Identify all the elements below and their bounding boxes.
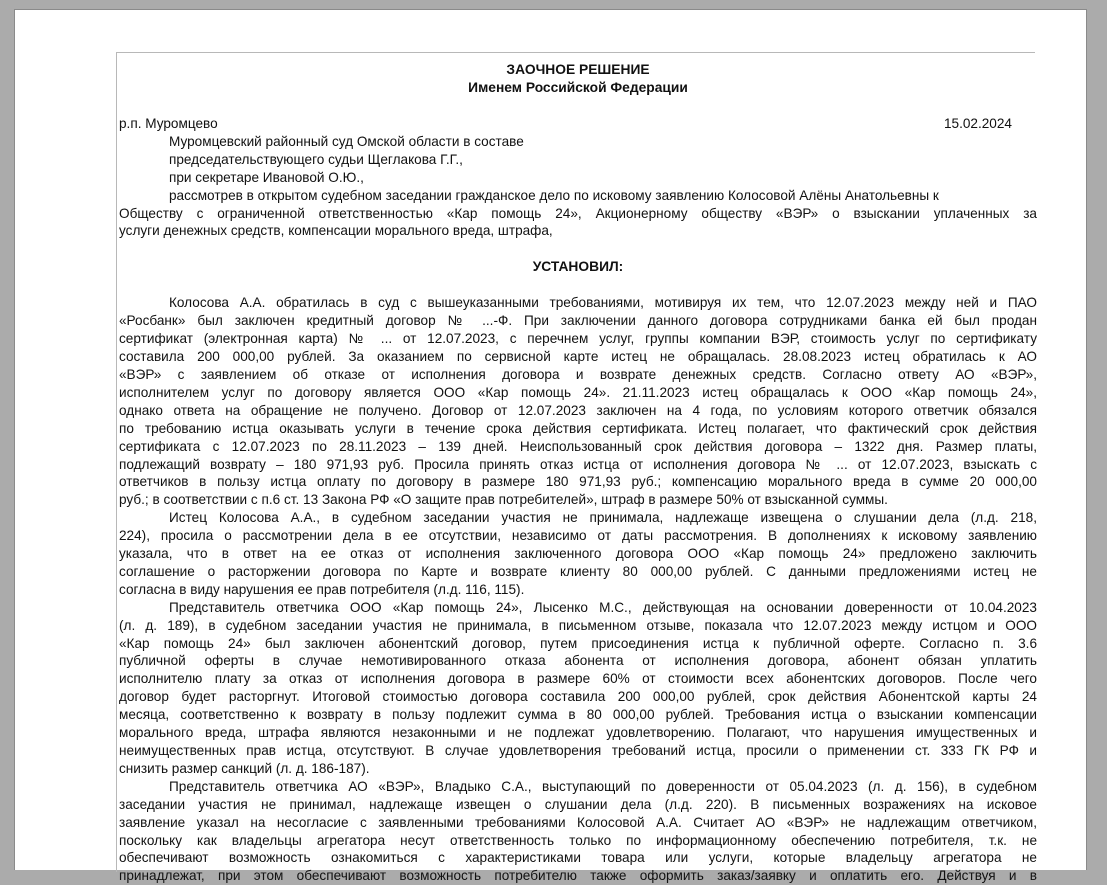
text-line: исполнителю плату за отказ от исполнения договора в размере 60% от стоимости всех абонентских договоров. После чего (119, 671, 1037, 687)
text-line: сертификата с 12.07.2023 по 28.11.2023 – 139 дней. Неиспользованный срок действия договора – 1322 дня. Размер платы, (119, 438, 1037, 454)
text-line: Представитель ответчика ООО «Кар помощь 24», Лысенко М.С., действующая на основании доверенности от 10.04.2023 (169, 599, 1037, 615)
text-line: руб.; в соответствии с п.6 ст. 13 Закона РФ «О защите прав потребителей», штраф в размере 50% от взысканной суммы. (119, 492, 888, 508)
paragraph-claim (119, 294, 1037, 509)
text-line: Колосова А.А. обратилась в суд с вышеуказанными требованиями, мотивируя их тем, что 12.07.2023 между ней и ПАО (169, 295, 1037, 311)
text-line: согласна в виду нарушения ее прав потребителя (л.д. 116, 115). (119, 581, 525, 597)
text-line: заявление указал на несогласие с заявленными требованиями Колосовой А.А. Считает АО «ВЭР» не надлежащим ответчиком, (119, 814, 1037, 830)
text-line: «ВЭР» с заявлением об отказе от исполнения договора и возврате денежных средств. Согласно ответу АО «ВЭР», (119, 366, 1037, 382)
text-line: неимущественных прав истца, отсутствуют. В случае удовлетворения требований истца, просили о применении ст. 333 ГК РФ и (119, 743, 1037, 758)
document-title: ЗАОЧНОЕ РЕШЕНИЕ (506, 62, 650, 77)
text-line: обеспечивают возможность ознакомиться с характеристиками товара или услуги, которые владельцу агрегатора не (119, 850, 1037, 866)
judge-line: председательствующего судьи Щеглакова Г.Г., (169, 151, 463, 167)
date: 15.02.2024 (943, 116, 1012, 131)
text-line: заседании участия не принимал, надлежаще извещен о слушании дела (л.д. 220). В письменных возражениях на исковое (119, 796, 1037, 812)
text-area[interactable] (116, 52, 1037, 884)
place-date-row (119, 115, 1037, 133)
text-line: (л. д. 189), в судебном заседании участия не принимала, в письменном отзыве, показала что 12.07.2023 между истцом и ООО (119, 617, 1037, 633)
case-line: Обществу с ограниченной ответственностью «Кар помощь 24», Акционерному обществу «ВЭР» о взыскании уплаченных за (119, 205, 1037, 221)
text-line: указала, что в ответ на ее отказ от исполнения заключенного договора ООО «Кар помощь 24» предложено заключить (119, 546, 1037, 562)
text-line: морального вреда, штрафа являются незаконными и не подлежат удовлетворению. Полагают, что нарушения имущественных и (119, 725, 1037, 741)
text-line: исполнителем услуг по договору является ООО «Кар помощь 24». 21.11.2023 истец обращалась к ООО «Кар помощь 24», (119, 384, 1037, 400)
text-line: соглашение о расторжении договора по Карте и возврате клиенту 80 000,00 рублей. С данными предложениями истец не (119, 563, 1037, 579)
text-line: составила 200 000,00 рублей. За оказанием по сервисной карте истец не обращалась. 28.08.2023 истец обратилась к АО (119, 349, 1037, 365)
place: р.п. Муромцево (119, 116, 218, 131)
established-heading: УСТАНОВИЛ: (532, 259, 624, 275)
document-content (119, 53, 1037, 885)
text-line: однако ответа на обращение не получено. Договор от 12.07.2023 заключен на 4 года, по условиям которого ответчик обязался (119, 402, 1037, 418)
paragraph-defendant-1 (119, 599, 1037, 778)
case-line: рассмотрев в открытом судебном заседании гражданское дело по исковому заявлению Колосовой Алёны Анатольевны к (169, 187, 939, 203)
text-line: по требованию истца оказывать услуги в течение срока действия сертификата. Истец полагает, что фактический срок действия (119, 420, 1037, 436)
text-line: принадлежат, при этом обеспечивают возможность потребителю также оформить заказ/заявку и оплатить его. Действуя и в (119, 868, 1037, 884)
text-line: публичной оферты в случае немотивированного отказа абонента от исполнения договора, абонент обязан уплатить (119, 653, 1037, 669)
text-line: сертификат (электронная карта) № ... от 12.07.2023, с перечнем услуг, группы компании ВЭР, стоимость услуг по сертификату (119, 331, 1037, 347)
document-subtitle: Именем Российской Федерации (468, 80, 688, 95)
text-line: «Росбанк» был заключен кредитный договор № ...-Ф. При заключении данного договора сотрудниками банка ей был продан (119, 313, 1037, 329)
text-line: договор будет расторгнут. Итоговой стоимостью договора составила 200 000,00 рублей, срок действия Абонентской карты 24 (119, 689, 1037, 705)
paragraph-defendant-2 (119, 778, 1037, 885)
court-line: Муромцевский районный суд Омской области в составе (169, 133, 524, 149)
text-line: «Кар помощь 24» был заключен абонентский договор, путем присоединения истца к публичной оферте. Согласно п. 3.6 (119, 635, 1037, 651)
paragraph-plaintiff (119, 509, 1037, 599)
text-line: 224), просила о рассмотрении дела в ее отсутствии, независимо от даты рассмотрения. В дополнениях к исковому заявлению (119, 528, 1037, 544)
text-line: месяца, соответственно к возврату в пользу подлежит сумма в 80 000,00 рублей. Требования истца о взыскании компенсации (119, 707, 1037, 723)
secretary-line: при секретаре Ивановой О.Ю., (169, 169, 364, 185)
text-line: снизить размер санкций (л. д. 186-187). (119, 760, 370, 776)
document-page (14, 9, 1087, 884)
text-line: поскольку как владельцы агрегатора несут ответственность только по информационному обеспечению потребителя, т.к. не (119, 832, 1037, 848)
text-line: Представитель ответчика АО «ВЭР», Владыко С.А., выступающий по доверенности от 05.04.2023 (л. д. 156), в судебном (169, 778, 1037, 794)
case-line: услуги денежных средств, компенсации морального вреда, штрафа, (119, 223, 553, 239)
text-line: Истец Колосова А.А., в судебном заседании участия не принимала, надлежаще извещена о слушании дела (л.д. 218, (169, 510, 1037, 526)
text-line: ответчиков в пользу истца оплату по договору в размере 180 971,93 руб.; компенсацию морального вреда в сумме 20 000,00 (119, 474, 1037, 490)
case-description (119, 187, 1037, 241)
text-line: подлежащий возврату – 180 971,93 руб. Просила принять отказ истца от исполнения договора № ... от 12.07.2023, взыскать с (119, 456, 1037, 472)
